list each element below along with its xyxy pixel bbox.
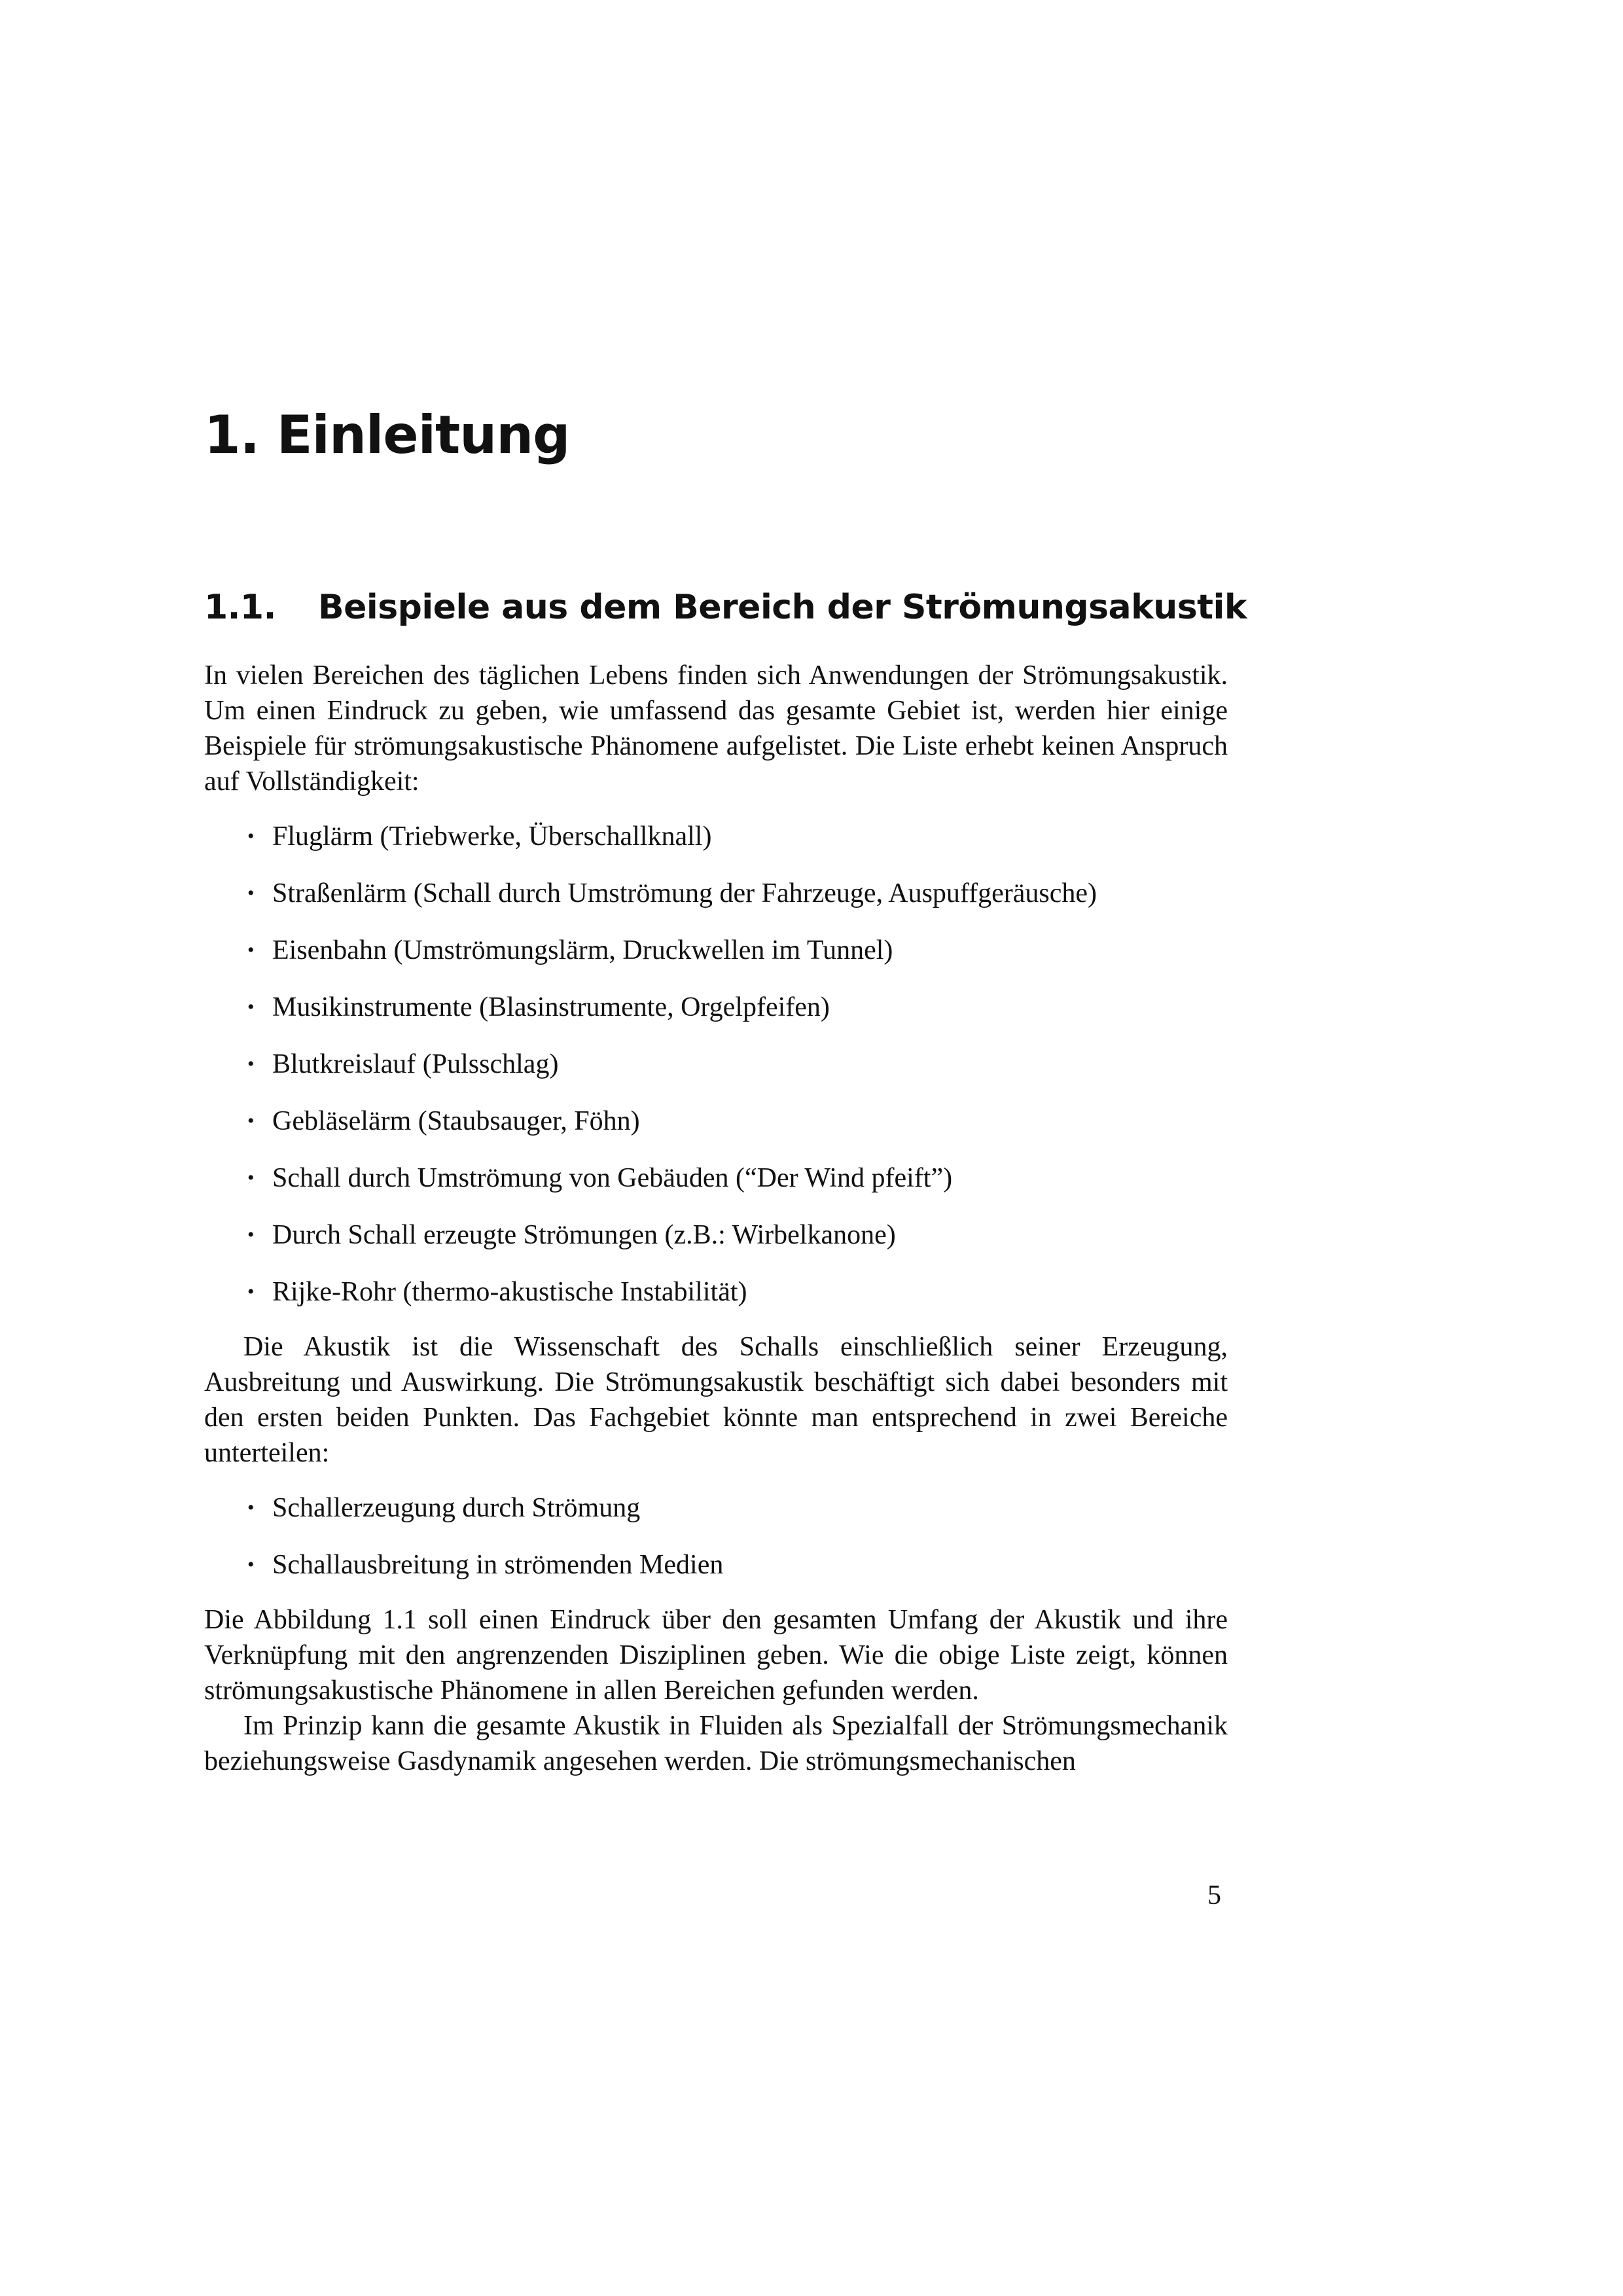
bullet-icon: • [247, 1281, 255, 1302]
section-heading [204, 588, 1247, 627]
list-item [204, 1274, 1228, 1310]
bullet-icon: • [247, 1110, 255, 1132]
list-item [204, 876, 1228, 911]
list-item [204, 1490, 1228, 1526]
chapter-title: 1. Einleitung [204, 404, 570, 465]
bullet-icon: • [247, 1554, 255, 1575]
list-item-text: Schallerzeugung durch Strömung [272, 1493, 641, 1523]
list-item-text: Straßenlärm (Schall durch Umströmung der Fahrzeuge, Auspuffgeräusche) [272, 878, 1097, 908]
list-item-text: Fluglärm (Triebwerke, Überschallknall) [272, 821, 712, 852]
list-item [204, 1103, 1228, 1139]
examples-list [204, 819, 1228, 1310]
paragraph-figure-reference: Die Abbildung 1.1 soll einen Eindruck über den gesamten Umfang der Akustik und ihre Verknüpfung mit den angrenzenden Disziplinen geben. Wie die obige Liste zeigt, können strömungsakustische Phänomene in allen Bereichen gefunden werden. [204, 1605, 1228, 1706]
bullet-icon: • [247, 1224, 255, 1246]
list-item-text: Eisenbahn (Umströmungslärm, Druckwellen im Tunnel) [272, 935, 893, 965]
list-item-text: Schall durch Umströmung von Gebäuden (“Der Wind pfeift”) [272, 1163, 953, 1193]
list-item-text: Gebläselärm (Staubsauger, Föhn) [272, 1106, 640, 1136]
bullet-icon: • [247, 996, 255, 1018]
list-item [204, 819, 1228, 854]
areas-list [204, 1490, 1228, 1583]
list-item-text: Musikinstrumente (Blasinstrumente, Orgelpfeifen) [272, 992, 830, 1022]
paragraph-intro: In vielen Bereichen des täglichen Lebens finden sich Anwendungen der Strömungsakustik. Um einen Eindruck zu geben, wie umfassend das gesamte Gebiet ist, werden hier einige Beispiele für strömungsakustische Phänomene aufgelistet. Die Liste erhebt keinen Anspruch auf Vollständigkeit: [204, 660, 1228, 797]
list-item-text: Rijke-Rohr (thermo-akustische Instabilität) [272, 1277, 747, 1307]
bullet-icon: • [247, 939, 255, 961]
bullet-icon: • [247, 825, 255, 847]
bullet-icon: • [247, 1167, 255, 1189]
paragraph-principle: Im Prinzip kann die gesamte Akustik in Fluiden als Spezialfall der Strömungsmechanik beziehungsweise Gasdynamik angesehen werden. Die strömungsmechanischen [204, 1711, 1228, 1776]
body-text [204, 658, 1228, 1779]
paragraph-acoustics-definition: Die Akustik ist die Wissenschaft des Schalls einschließlich seiner Erzeugung, Ausbreitung und Auswirkung. Die Strömungsakustik beschäftigt sich dabei besonders mit den ersten beiden Punkten. Das Fachgebiet könnte man entsprechend in zwei Bereiche unterteilen: [204, 1332, 1228, 1468]
list-item-text: Blutkreislauf (Pulsschlag) [272, 1049, 559, 1079]
list-item [204, 1217, 1228, 1253]
list-item [204, 990, 1228, 1025]
list-item [204, 933, 1228, 968]
section-title: Beispiele aus dem Bereich der Strömungsakustik [318, 588, 1247, 627]
bullet-icon: • [247, 1497, 255, 1518]
list-item [204, 1547, 1228, 1583]
list-item [204, 1160, 1228, 1196]
section-number: 1.1. [204, 588, 276, 627]
bullet-icon: • [247, 882, 255, 904]
bullet-icon: • [247, 1053, 255, 1075]
list-item-text: Durch Schall erzeugte Strömungen (z.B.: Wirbelkanone) [272, 1220, 896, 1250]
list-item-text: Schallausbreitung in strömenden Medien [272, 1550, 724, 1580]
page-number: 5 [1207, 1880, 1221, 1910]
list-item [204, 1047, 1228, 1082]
